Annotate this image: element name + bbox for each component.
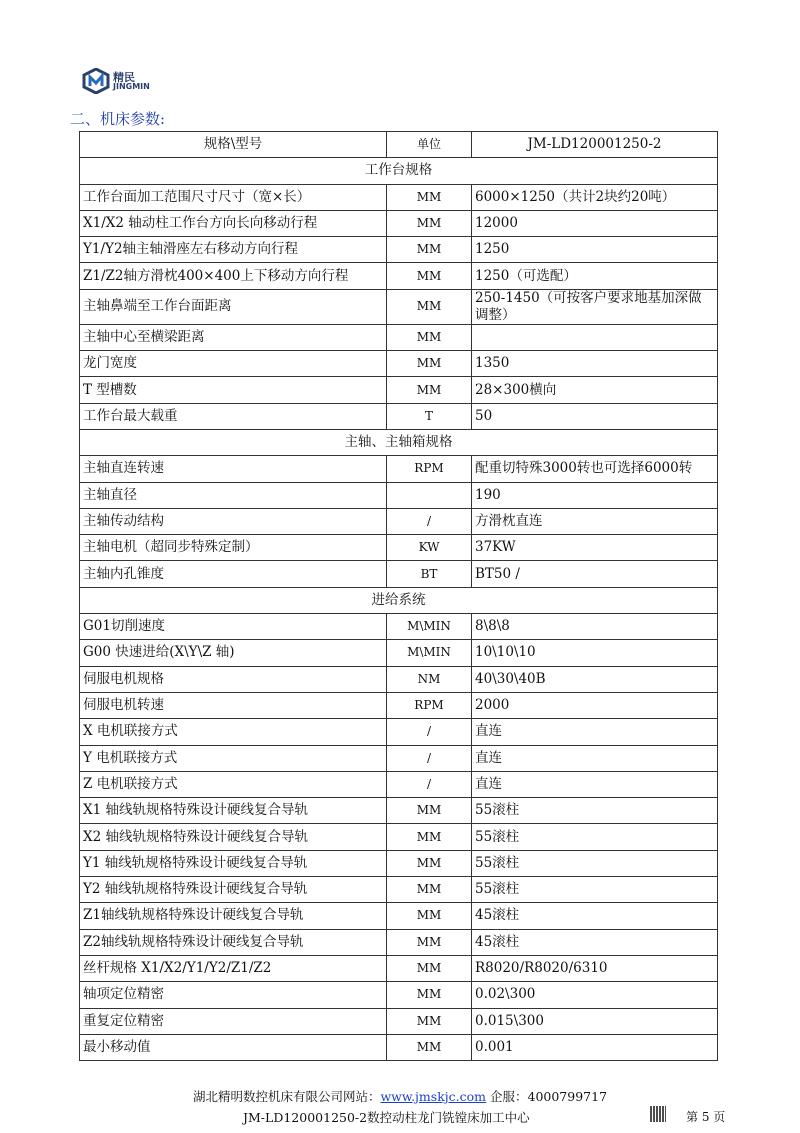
unit: MM <box>387 351 472 377</box>
spec-name: X 电机联接方式 <box>80 719 387 745</box>
table-row <box>80 561 718 587</box>
unit: / <box>387 745 472 771</box>
unit: / <box>387 719 472 745</box>
spec-name: 主轴直径 <box>80 482 387 508</box>
column-header: 规格\型号 <box>80 132 387 158</box>
spec-name: 伺服电机转速 <box>80 692 387 718</box>
spec-name: Y1 轴线轨规格特殊设计硬线复合导轨 <box>80 850 387 876</box>
logo-cn: 精民 <box>113 70 135 84</box>
unit: / <box>387 771 472 797</box>
spec-value: 2000 <box>472 692 718 718</box>
spec-value: 8\8\8 <box>472 614 718 640</box>
table-row <box>80 535 718 561</box>
unit <box>387 482 472 508</box>
unit: MM <box>387 184 472 210</box>
spec-name: G00 快速进给(X\Y\Z 轴) <box>80 640 387 666</box>
spec-name: 重复定位精密 <box>80 1008 387 1034</box>
unit: T <box>387 403 472 429</box>
spec-value: 10\10\10 <box>472 640 718 666</box>
unit: MM <box>387 929 472 955</box>
spec-value: 直连 <box>472 745 718 771</box>
unit: MM <box>387 210 472 236</box>
spec-value: 1250 <box>472 237 718 263</box>
table-row <box>80 692 718 718</box>
spec-name: T 型槽数 <box>80 377 387 403</box>
table-row <box>80 456 718 482</box>
section-heading: 工作台规格 <box>80 158 718 184</box>
table-row <box>80 850 718 876</box>
unit: MM <box>387 1008 472 1034</box>
footer-company <box>0 1087 800 1105</box>
table-row <box>80 640 718 666</box>
spec-name: 主轴中心至横梁距离 <box>80 324 387 350</box>
spec-value: 45滚柱 <box>472 929 718 955</box>
spec-name: 主轴传动结构 <box>80 508 387 534</box>
section-heading: 主轴、主轴箱规格 <box>80 429 718 455</box>
spec-name: X2 轴线轨规格特殊设计硬线复合导轨 <box>80 824 387 850</box>
table-row <box>80 929 718 955</box>
spec-value: 直连 <box>472 719 718 745</box>
unit: M\MIN <box>387 640 472 666</box>
table-row <box>80 666 718 692</box>
unit: MM <box>387 824 472 850</box>
spec-name: Y2 轴线轨规格特殊设计硬线复合导轨 <box>80 877 387 903</box>
spec-name: 主轴电机（超同步特殊定制） <box>80 535 387 561</box>
table-row <box>80 289 718 324</box>
spec-name: 最小移动值 <box>80 1034 387 1060</box>
spec-value: 直连 <box>472 771 718 797</box>
unit: M\MIN <box>387 614 472 640</box>
table-row <box>80 351 718 377</box>
table-row <box>80 324 718 350</box>
spec-name: Y1/Y2轴主轴滑座左右移动方向行程 <box>80 237 387 263</box>
spec-value: 0.001 <box>472 1034 718 1060</box>
table-row <box>80 745 718 771</box>
table-row <box>80 798 718 824</box>
spec-name: G01切削速度 <box>80 614 387 640</box>
logo-en: JINGMIN <box>113 81 150 91</box>
unit: MM <box>387 263 472 289</box>
spec-name: Y 电机联接方式 <box>80 745 387 771</box>
unit: MM <box>387 877 472 903</box>
spec-value: 45滚柱 <box>472 903 718 929</box>
unit: RPM <box>387 456 472 482</box>
column-header: JM-LD120001250-2 <box>472 132 718 158</box>
table-row <box>80 614 718 640</box>
spec-name: 丝杆规格 X1/X2/Y1/Y2/Z1/Z2 <box>80 955 387 981</box>
spec-value: 1250（可选配） <box>472 263 718 289</box>
unit: BT <box>387 561 472 587</box>
spec-value: 12000 <box>472 210 718 236</box>
spec-value: R8020/R8020/6310 <box>472 955 718 981</box>
spec-name: 龙门宽度 <box>80 351 387 377</box>
table-row <box>80 403 718 429</box>
table-row <box>80 903 718 929</box>
unit: MM <box>387 324 472 350</box>
spec-name: 轴项定位精密 <box>80 982 387 1008</box>
spec-value: 1350 <box>472 351 718 377</box>
table-row <box>80 237 718 263</box>
table-row <box>80 719 718 745</box>
table-row <box>80 263 718 289</box>
unit: / <box>387 508 472 534</box>
unit: MM <box>387 377 472 403</box>
table-row <box>80 824 718 850</box>
spec-value: 250-1450（可按客户要求地基加深做调整） <box>472 289 718 324</box>
spec-name: X1/X2 轴动柱工作台方向长向移动行程 <box>80 210 387 236</box>
unit: MM <box>387 798 472 824</box>
spec-value: 40\30\40B <box>472 666 718 692</box>
unit: MM <box>387 1034 472 1060</box>
spec-name: X1 轴线轨规格特殊设计硬线复合导轨 <box>80 798 387 824</box>
section-row <box>80 429 718 455</box>
spec-value: 55滚柱 <box>472 824 718 850</box>
spec-name: 工作台面加工范围尺寸尺寸（宽×长） <box>80 184 387 210</box>
table-row <box>80 508 718 534</box>
spec-name: 工作台最大载重 <box>80 403 387 429</box>
section-title: 二、机床参数: <box>70 110 166 128</box>
spec-value: 6000×1250（共计2块约20吨） <box>472 184 718 210</box>
section-heading: 进给系统 <box>80 587 718 613</box>
table-row <box>80 1008 718 1034</box>
section-row <box>80 158 718 184</box>
table-row <box>80 482 718 508</box>
qr-code-icon <box>650 1106 666 1122</box>
spec-name: 主轴内孔锥度 <box>80 561 387 587</box>
spec-value: 配重切特殊3000转也可选择6000转 <box>472 456 718 482</box>
unit: KW <box>387 535 472 561</box>
unit: MM <box>387 289 472 324</box>
spec-name: 主轴直连转速 <box>80 456 387 482</box>
column-header: 单位 <box>387 132 472 158</box>
spec-value: BT50 / <box>472 561 718 587</box>
spec-value: 28×300横向 <box>472 377 718 403</box>
spec-value: 55滚柱 <box>472 798 718 824</box>
page-number: 第 5 页 <box>686 1110 726 1124</box>
spec-name: Z 电机联接方式 <box>80 771 387 797</box>
footer-doc-title: JM-LD120001250-2数控动柱龙门铣镗床加工中心 <box>243 1110 530 1125</box>
footer-company-name: 湖北精明数控机床有限公司网站： <box>192 1089 381 1104</box>
unit: MM <box>387 237 472 263</box>
footer-service: 企服：4000799717 <box>486 1089 608 1104</box>
table-header-row <box>80 132 718 158</box>
table-row <box>80 184 718 210</box>
spec-value: 37KW <box>472 535 718 561</box>
unit: MM <box>387 850 472 876</box>
spec-name: Z2轴线轨规格特殊设计硬线复合导轨 <box>80 929 387 955</box>
spec-value: 0.015\300 <box>472 1008 718 1034</box>
section-row <box>80 587 718 613</box>
spec-value: 50 <box>472 403 718 429</box>
spec-name: 主轴鼻端至工作台面距离 <box>80 289 387 324</box>
website-link[interactable]: www.jmskjc.com <box>380 1089 487 1104</box>
spec-value <box>472 324 718 350</box>
spec-name: 伺服电机规格 <box>80 666 387 692</box>
spec-value: 55滚柱 <box>472 850 718 876</box>
table-row <box>80 982 718 1008</box>
table-row <box>80 210 718 236</box>
spec-table <box>79 131 718 1061</box>
spec-name: Z1/Z2轴方滑枕400×400上下移动方向行程 <box>80 263 387 289</box>
unit: MM <box>387 903 472 929</box>
spec-value: 方滑枕直连 <box>472 508 718 534</box>
table-row <box>80 1034 718 1060</box>
spec-value: 190 <box>472 482 718 508</box>
spec-name: Z1轴线轨规格特殊设计硬线复合导轨 <box>80 903 387 929</box>
table-row <box>80 955 718 981</box>
spec-value: 0.02\300 <box>472 982 718 1008</box>
unit: MM <box>387 955 472 981</box>
spec-value: 55滚柱 <box>472 877 718 903</box>
table-row <box>80 771 718 797</box>
table-row <box>80 877 718 903</box>
jingmin-logo-icon <box>82 68 110 94</box>
unit: MM <box>387 982 472 1008</box>
unit: NM <box>387 666 472 692</box>
company-logo <box>82 68 150 94</box>
table-row <box>80 377 718 403</box>
unit: RPM <box>387 692 472 718</box>
